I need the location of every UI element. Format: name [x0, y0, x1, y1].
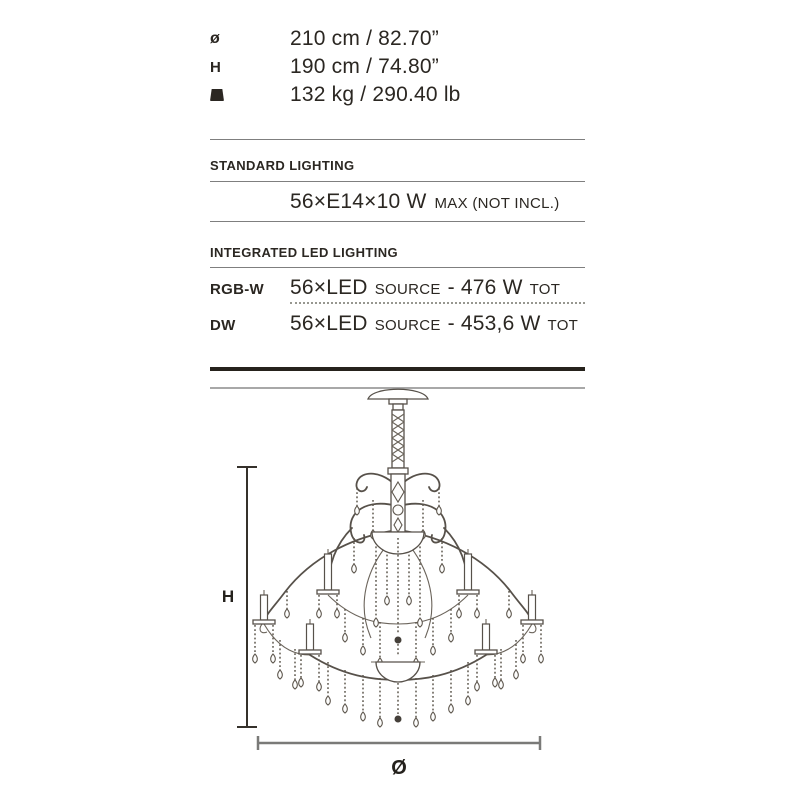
weight-spec-row: [210, 82, 585, 108]
chandelier-arms-left: [253, 474, 398, 727]
height-value: 190 cm / 74.80”: [290, 55, 439, 78]
height-dimension-line: [222, 467, 257, 727]
chandelier-technical-drawing: [195, 378, 605, 788]
divider: [210, 139, 585, 140]
divider: [210, 267, 585, 268]
standard-lighting-title: STANDARD LIGHTING: [210, 158, 355, 173]
divider: [210, 181, 585, 182]
led-count: 56×LED: [290, 276, 368, 299]
height-dimension-label: H: [221, 587, 235, 606]
diameter-icon: ø: [210, 30, 220, 47]
standard-lighting-bulbs: 56×E14×10 W: [290, 190, 427, 213]
weight-icon: [210, 89, 224, 101]
crystal-drops: [253, 506, 390, 727]
led-row-dw: [210, 312, 585, 340]
diameter-spec-row: [210, 26, 585, 52]
heavy-divider: [210, 367, 585, 371]
chandelier-arms-right: [398, 474, 543, 727]
diameter-value: 210 cm / 82.70”: [290, 27, 439, 50]
divider: [210, 221, 585, 222]
dotted-divider: [290, 302, 585, 304]
led-power: - 476 W: [447, 276, 523, 299]
led-source-word: SOURCE: [374, 317, 441, 334]
standard-lighting-value: [290, 190, 560, 216]
diameter-dimension-label: Ø: [391, 757, 407, 779]
led-row-label: DW: [210, 317, 236, 334]
diameter-dimension-line: [258, 736, 540, 779]
led-count: 56×LED: [290, 312, 368, 335]
weight-value: 132 kg / 290.40 lb: [290, 83, 461, 106]
led-row-rgbw: [210, 276, 585, 302]
led-power: - 453,6 W: [447, 312, 541, 335]
integrated-led-title: INTEGRATED LED LIGHTING: [210, 245, 399, 260]
led-tot-word: TOT: [529, 281, 561, 298]
height-spec-row: [210, 54, 585, 80]
standard-lighting-note: MAX (NOT INCL.): [434, 195, 560, 212]
led-tot-word: TOT: [547, 317, 579, 334]
led-row-label: RGB-W: [210, 281, 264, 298]
chandelier-center-column: [368, 389, 428, 722]
height-icon: H: [210, 58, 221, 76]
led-source-word: SOURCE: [374, 281, 441, 298]
